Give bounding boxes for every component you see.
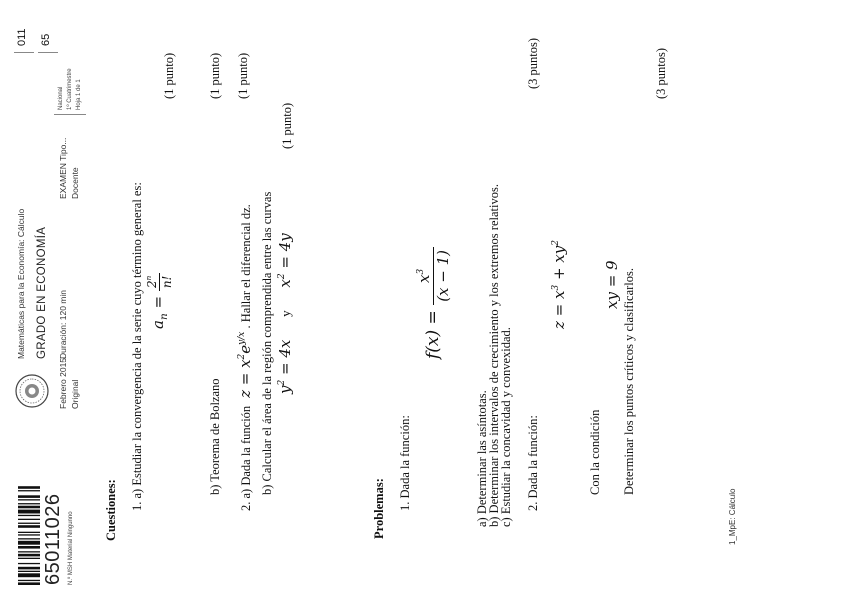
- q2b-and: y: [278, 310, 293, 317]
- degree-title: GRADO EN ECONOMÍA: [36, 226, 48, 359]
- p1-f-label: f(x) =: [423, 310, 443, 359]
- p2-points: (3 puntos): [654, 47, 668, 99]
- duration-label: Duración: 120 min: [58, 290, 68, 359]
- page-label: Hoja 1 de 1: [76, 79, 82, 110]
- code-divider-top: [14, 52, 34, 53]
- cuestiones-title: Cuestiones:: [104, 479, 118, 541]
- problemas-title: Problemas:: [372, 478, 386, 539]
- barcode-graphic: [18, 445, 40, 585]
- p1-item-c: c) Estudiar la concavidad y convexidad.: [499, 327, 513, 527]
- university-seal-logo: [14, 373, 50, 409]
- barcode-number: 65011026: [42, 493, 64, 585]
- q1b-points: (1 punto): [208, 52, 222, 99]
- footer-code: 1_MpE: Cálculo: [728, 488, 737, 545]
- p1-item-a: a) Determinar las asíntotas.: [475, 390, 489, 527]
- q2b-points: (1 punto): [280, 102, 294, 149]
- q2a-tail: . Hallar el diferencial dz.: [239, 204, 253, 329]
- header-divider: [54, 114, 86, 115]
- q2a-text: [236, 204, 254, 511]
- q1a-points: (1 punto): [162, 52, 176, 99]
- barcode-caption: N.º MSH Material Ningunno: [68, 511, 74, 585]
- q2a-label: 2. a) Dada la función: [239, 405, 253, 511]
- q2b-text: b) Calcular el área de la región comprendida entre las curvas: [260, 191, 274, 495]
- date-label: Febrero 2015: [58, 357, 68, 409]
- q1b-text: b) Teorema de Bolzano: [208, 378, 222, 495]
- p2-text: 2. Dada la función:: [526, 415, 540, 511]
- code-top: 011: [16, 28, 28, 46]
- type-label: Original: [70, 379, 80, 409]
- q2a-function: $z = x^2e^{y/x}$: [236, 331, 254, 403]
- national-label: Nacional: [58, 86, 64, 110]
- code-bottom: 65: [40, 33, 52, 46]
- semester-label: 1º Cuatrimestre: [67, 68, 73, 110]
- p2-condition-eq: xy = 9: [603, 260, 621, 309]
- q1a-formula: $a_n$ = 2$^n$ n!: [144, 273, 174, 329]
- exam-type-label: EXAMEN Tipo...: [58, 137, 68, 199]
- q2a-points: (1 punto): [236, 52, 250, 99]
- p1-item-b: b) Determinar los intervalos de crecimiento y los extremos relativos.: [487, 184, 501, 527]
- p1-function: f(x) = $x^3$ (x − 1): [415, 247, 452, 359]
- p1-points: (3 puntos): [526, 37, 540, 89]
- q2b-curves: $y^2 = 4x$ y $x^2 = 4y$: [276, 233, 294, 394]
- q1a-text: 1. a) Estudiar la convergencia de la serie cuyo término general es:: [130, 182, 144, 511]
- code-divider-bottom: [38, 52, 58, 53]
- p2-condition: Con la condición: [588, 409, 602, 495]
- course-title: Matemáticas para la Economía: Cálculo: [16, 208, 26, 359]
- p2-function: $z = x^3 + xy^2$: [550, 240, 568, 329]
- doc-label: Docente: [70, 167, 80, 199]
- p2-task: Determinar los puntos críticos y clasificarlos.: [622, 267, 636, 495]
- p1-text: 1. Dada la función:: [398, 415, 412, 511]
